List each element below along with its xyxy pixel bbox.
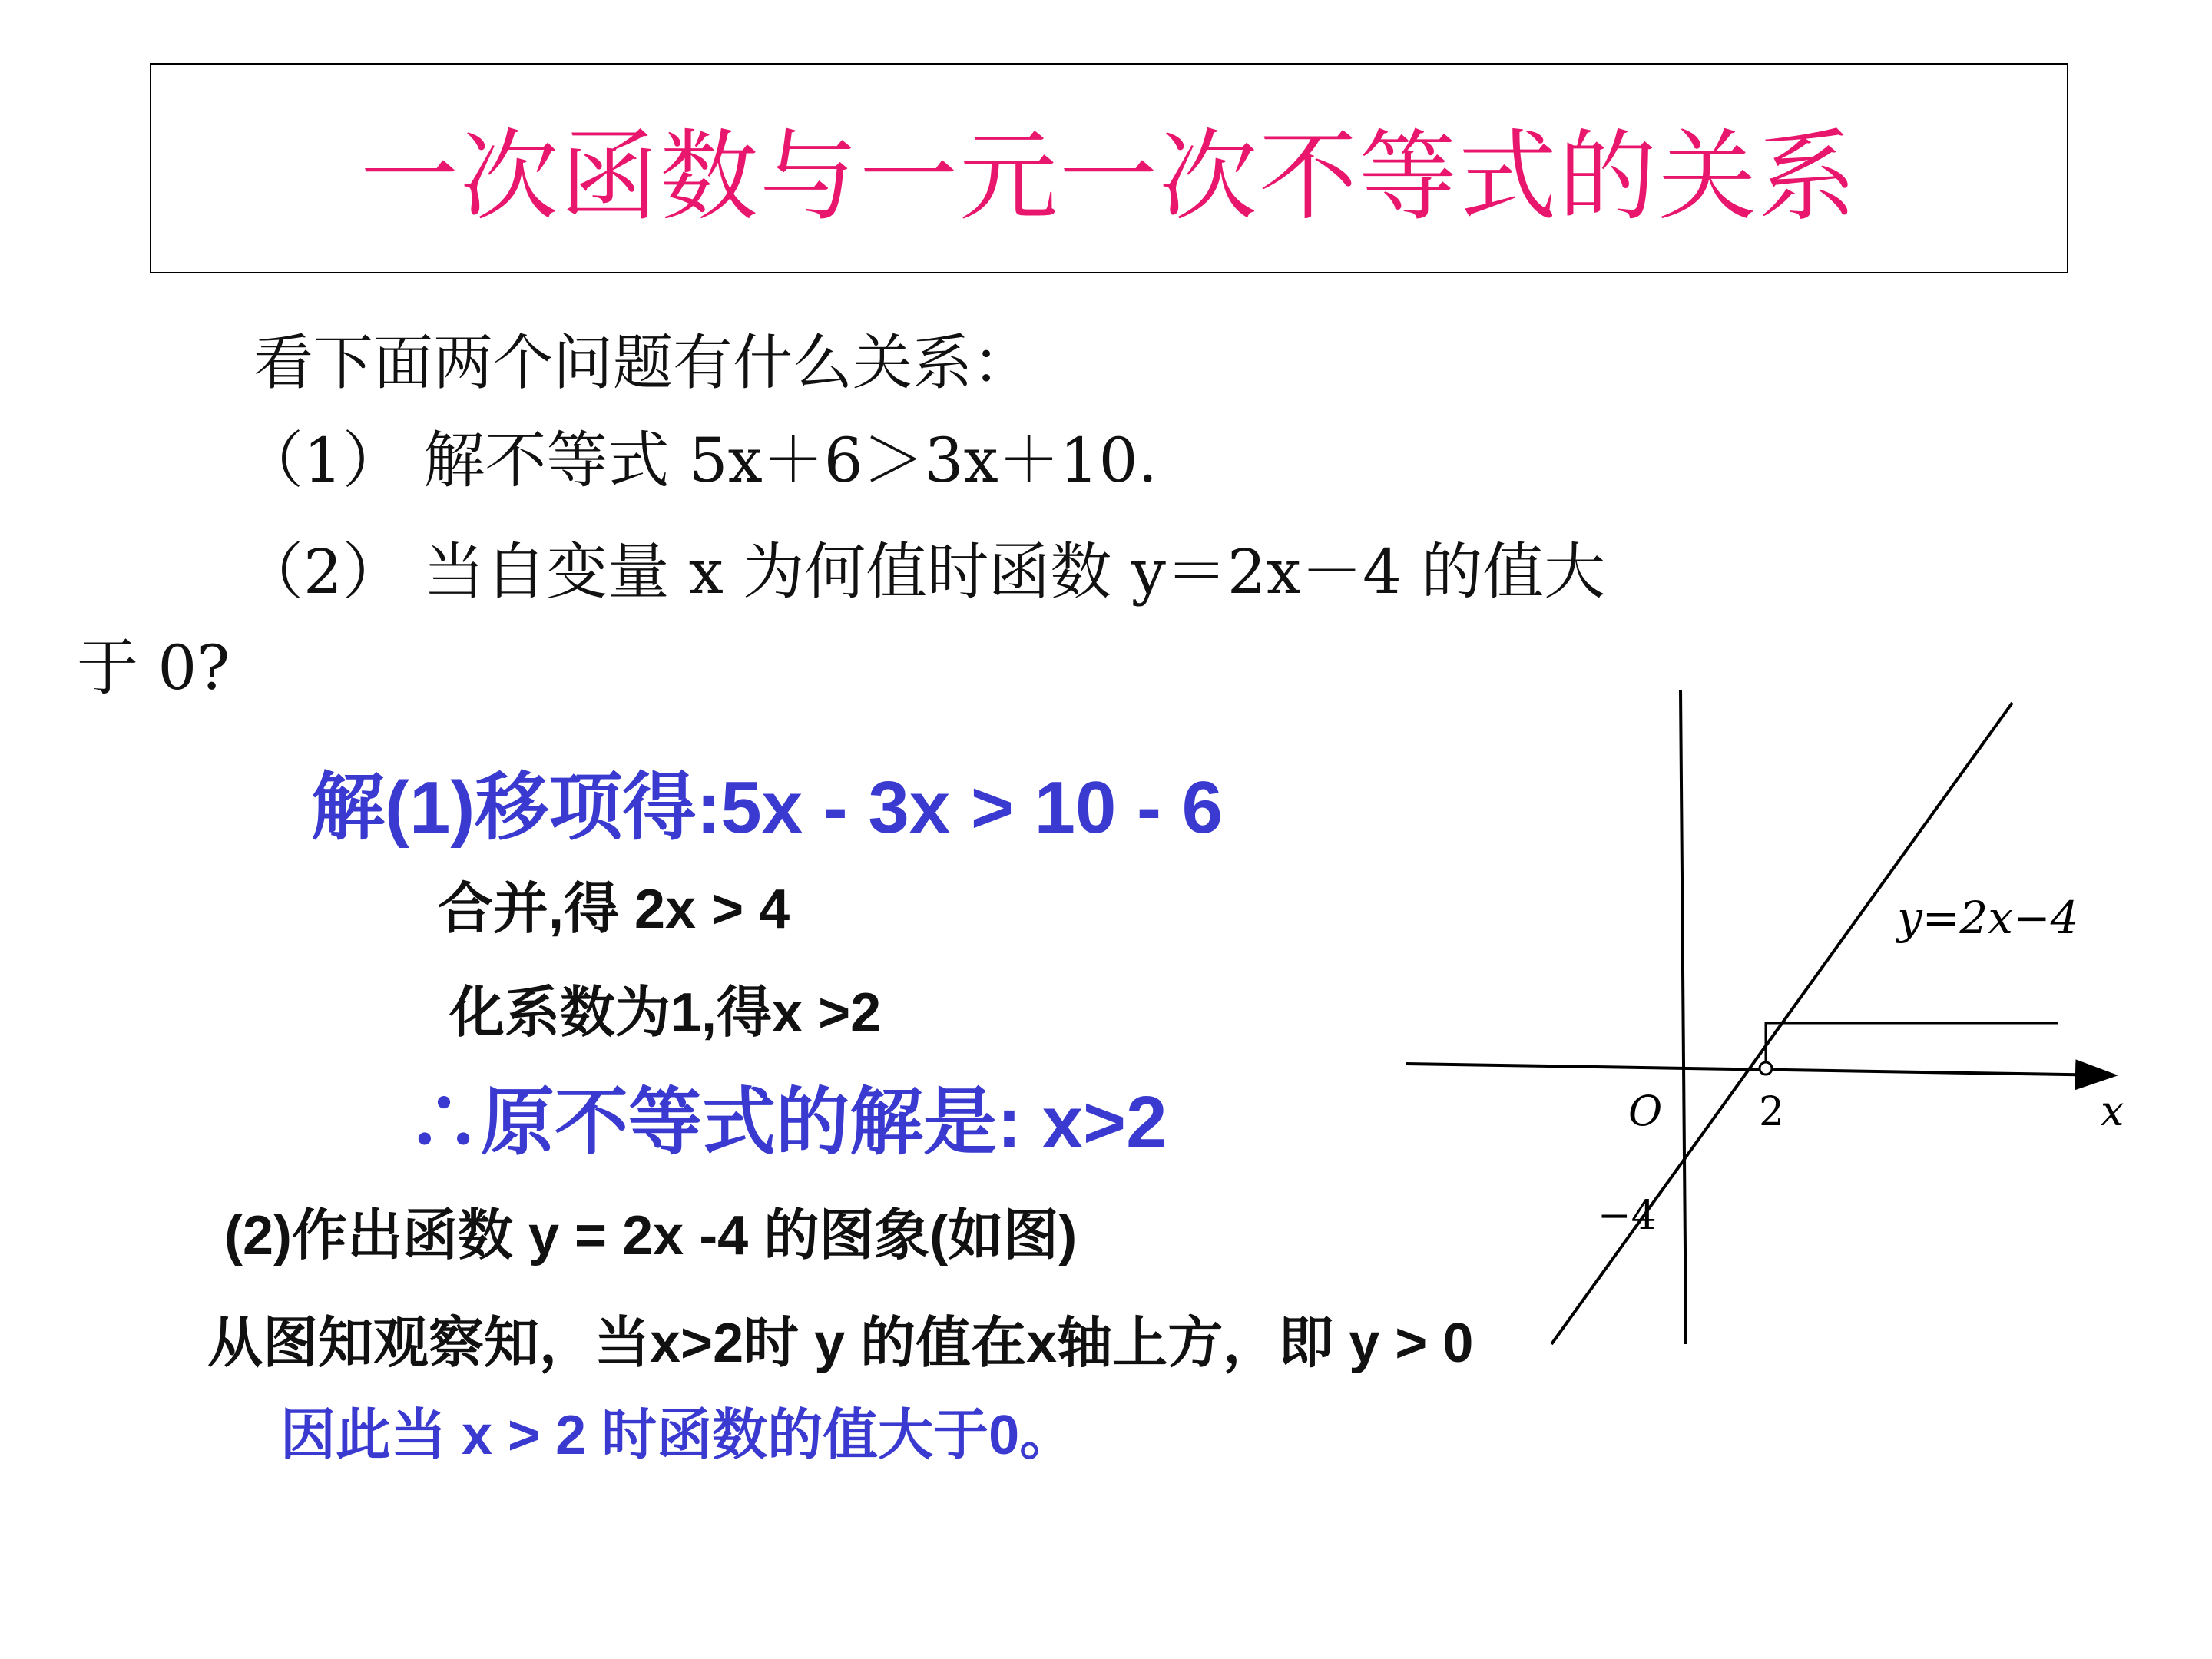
solution-step-2: 合并,得 2x > 4 xyxy=(438,879,790,940)
function-label: y=2x−4 xyxy=(1897,892,2079,944)
solution-step-graph: (2)作出函数 y = 2x -4 的图象(如图) xyxy=(224,1205,1078,1267)
solution-step-3: 化系数为1,得x >2 xyxy=(449,982,882,1044)
positive-region-bracket xyxy=(1766,1023,2058,1069)
title-box xyxy=(150,63,2068,273)
x-intercept-label: 2 xyxy=(1759,1089,1785,1135)
solution-observation: 从图知观察知，当x>2时 y 的值在x轴上方，即 y > 0 xyxy=(207,1313,1474,1374)
solution-conclusion-1: ∴原不等式的解是: x>2 xyxy=(407,1081,1167,1164)
x-axis-label: x xyxy=(2101,1087,2124,1135)
function-graph xyxy=(1382,676,2151,1367)
question-1: （1） 解不等式 5x＋6＞3x＋10. xyxy=(242,425,1157,496)
solution-conclusion-2: 因此当 x > 2 时函数的值大于0。 xyxy=(280,1405,1075,1466)
origin-label: O xyxy=(1628,1087,1663,1135)
question-2-line-1: （2） 当自变量 x 为何值时函数 y＝2x－4 的值大 xyxy=(242,536,1606,608)
y-intercept-label: −4 xyxy=(1598,1193,1657,1239)
x-intercept-point xyxy=(1760,1062,1772,1075)
question-intro: 看下面两个问题有什么关系： xyxy=(253,329,1033,398)
solution-step-1: 解(1)移项得:5x - 3x > 10 - 6 xyxy=(311,767,1224,849)
question-2-line-2: 于 0? xyxy=(77,632,230,704)
page-title: 一次函数与一元一次不等式的关系 xyxy=(359,120,1858,234)
y-axis xyxy=(1681,690,1686,1344)
